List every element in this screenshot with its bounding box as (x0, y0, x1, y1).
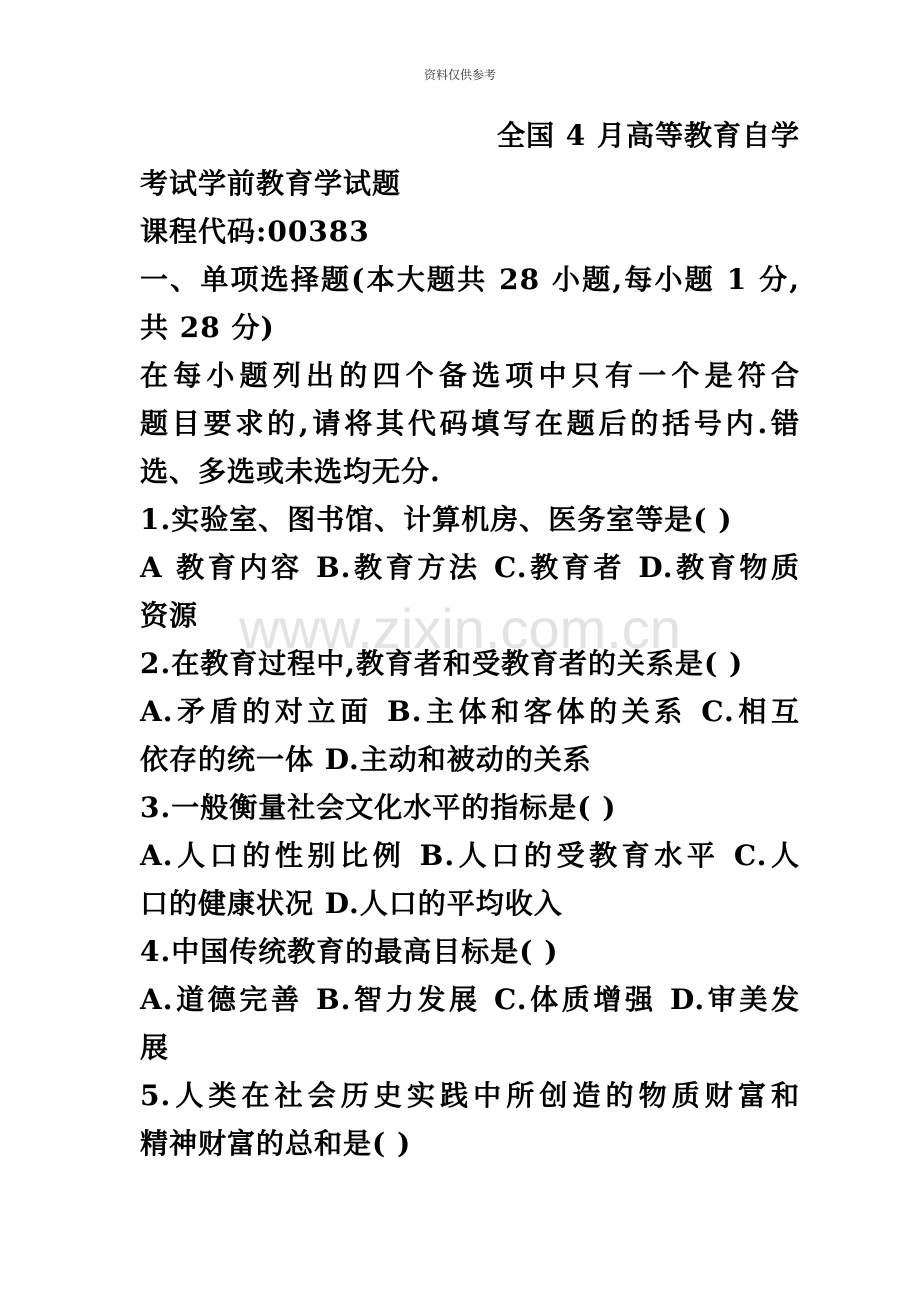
document-title-line-2: 考试学前教育学试题 (140, 167, 402, 200)
document-body (140, 112, 800, 1168)
question-5: 5.人类在社会历史实践中所创造的物质财富和 (140, 1079, 800, 1112)
question-4: 4.中国传统教育的最高目标是( ) (140, 935, 559, 968)
question-1-options: A 教育内容 B.教育方法 C.教育者 D.教育物质 (140, 551, 800, 584)
question-4-options: A.道德完善 B.智力发展 C.体质增强 D.审美发 (140, 983, 800, 1016)
section-heading-cont: 共 28 分) (140, 311, 275, 344)
question-3-options: A.人口的性别比例 B.人口的受教育水平 C.人 (140, 839, 800, 872)
instructions: 在每小题列出的四个备选项中只有一个是符合 (140, 359, 800, 392)
question-2-options: A.矛盾的对立面 B.主体和客体的关系 C.相互 (140, 695, 800, 728)
question-5: 精神财富的总和是( ) (140, 1127, 412, 1160)
question-4-options: 展 (140, 1031, 170, 1064)
document-title-line-1: 全国 4 月高等教育自学 (497, 119, 800, 152)
section-heading: 一、单项选择题(本大题共 28 小题,每小题 1 分, (140, 263, 800, 296)
question-3-options: 口的健康状况 D.人口的平均收入 (140, 887, 563, 920)
question-2: 2.在教育过程中,教育者和受教育者的关系是( ) (140, 647, 744, 680)
question-1-options: 资源 (140, 599, 199, 632)
question-1: 1.实验室、图书馆、计算机房、医务室等是( ) (140, 503, 733, 536)
instructions: 选、多选或未选均无分. (140, 455, 441, 488)
instructions: 题目要求的,请将其代码填写在题后的括号内.错 (140, 407, 800, 440)
question-3: 3.一般衡量社会文化水平的指标是( ) (140, 791, 617, 824)
watermark: www.zixin.com.cn (239, 597, 681, 660)
header-note: 资料仅供参考 (423, 68, 496, 82)
question-2-options: 依存的统一体 D.主动和被动的关系 (140, 743, 592, 776)
course-code: 课程代码:00383 (140, 215, 370, 248)
